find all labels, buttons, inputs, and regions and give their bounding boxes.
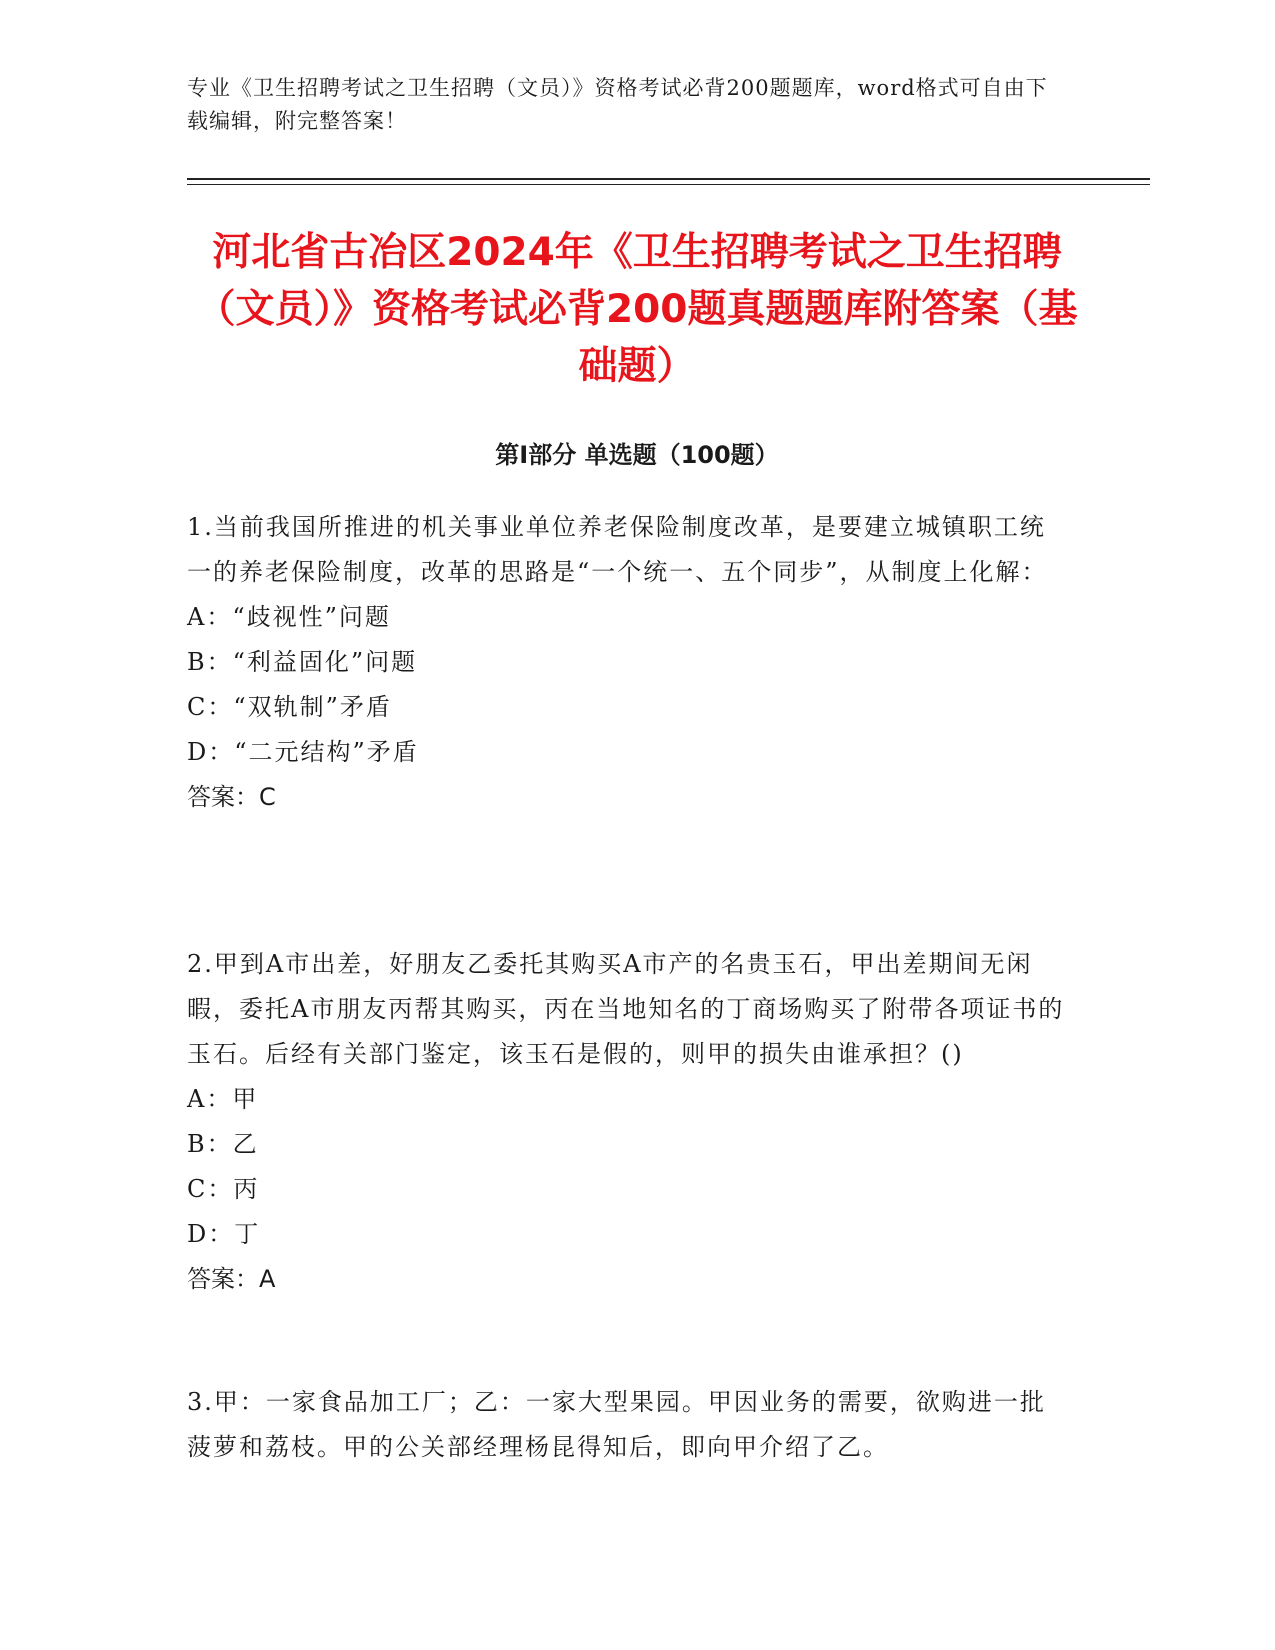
option-b: B：“利益固化”问题 [187, 648, 418, 676]
question-stem: 2.甲到A市出差，好朋友乙委托其购买A市产的名贵玉石，甲出差期间无闲暇，委托A市朋友丙帮其购买，丙在当地知名的丁商场购买了附带各项证书的玉石。后经有关部门鉴定，该玉石是假的，则甲的损失由谁承担？() [187, 950, 1065, 1068]
header-rule-thick [187, 178, 1150, 180]
header-note: 专业《卫生招聘考试之卫生招聘（文员）》资格考试必背200题题库，word格式可自由下载编辑，附完整答案！ [187, 76, 1048, 133]
option-a: A：“歧视性”问题 [187, 603, 391, 631]
document-title: 河北省古冶区2024年《卫生招聘考试之卫生招聘（文员）》资格考试必背200题真题题库附答案（基础题） [196, 230, 1078, 389]
answer: 答案：C [187, 783, 276, 811]
question-3 [187, 1380, 1067, 1470]
question-stem: 3.甲：一家食品加工厂；乙：一家大型果园。甲因业务的需要，欲购进一批菠萝和荔枝。甲的公关部经理杨昆得知后，即向甲介绍了乙。 [187, 1388, 1046, 1461]
question-1 [187, 505, 1067, 820]
question-2 [187, 942, 1067, 1302]
option-c: C：丙 [187, 1175, 260, 1203]
option-c: C：“双轨制”矛盾 [187, 693, 392, 721]
option-d: D：“二元结构”矛盾 [187, 738, 419, 766]
header-rule-thin [187, 184, 1150, 185]
option-b: B：乙 [187, 1130, 259, 1158]
option-a: A：甲 [187, 1085, 259, 1113]
option-d: D：丁 [187, 1220, 261, 1248]
section-title: 第Ⅰ部分 单选题（100题） [495, 441, 779, 469]
answer: 答案：A [187, 1265, 276, 1293]
question-stem: 1.当前我国所推进的机关事业单位养老保险制度改革，是要建立城镇职工统一的养老保险制度，改革的思路是“一个统一、五个同步”，从制度上化解： [187, 513, 1048, 586]
